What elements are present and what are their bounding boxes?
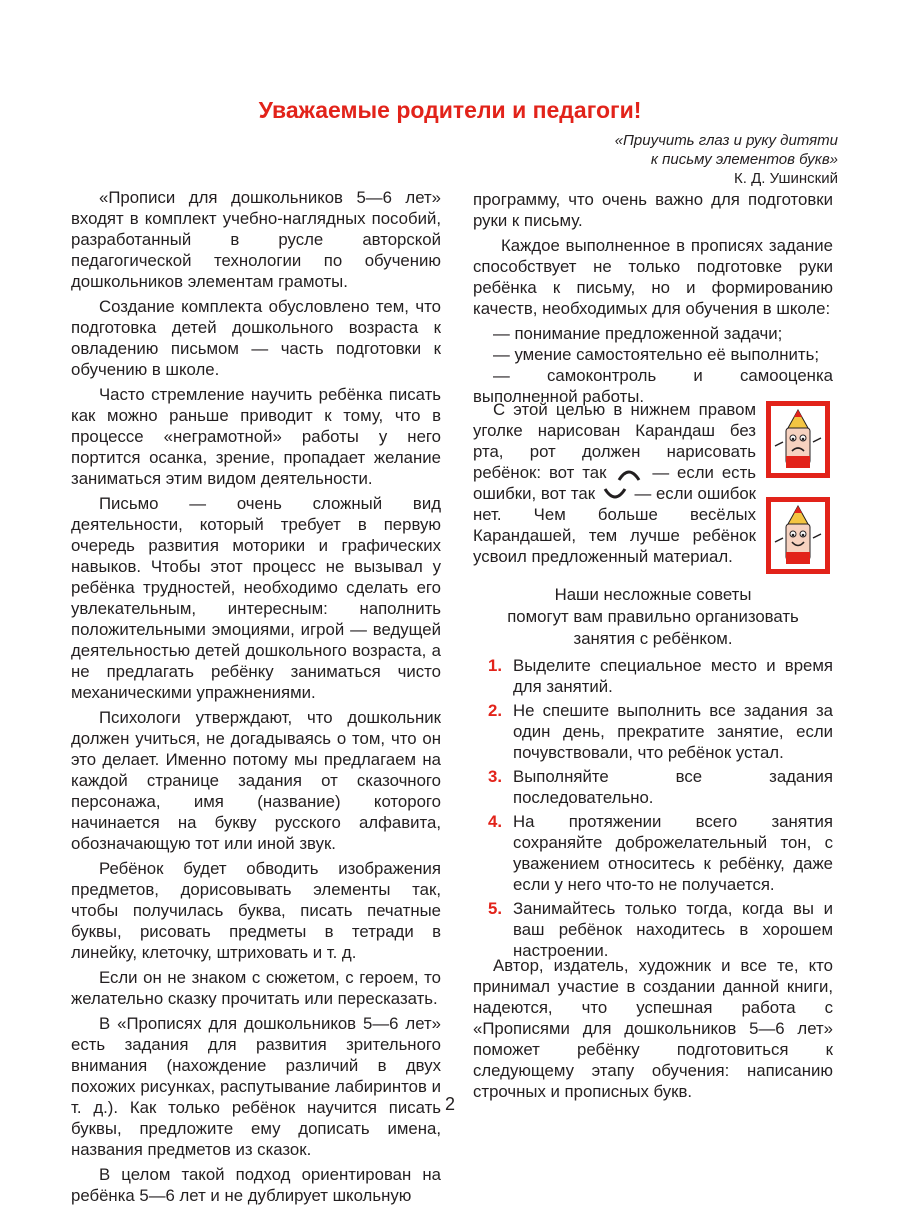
happy-pencil-icon [771,502,825,569]
page-title: Уважаемые родители и педагоги! [258,97,642,123]
aim-text-1: С этой целью в нижнем правом уголке нарисован Карандаш без рта, рот должен нарисовать ребёнок: вот так [473,400,756,482]
aim-text-3: — если ошибок нет. Чем больше весёлых Карандашей, тем лучше ребёнок усвоил предложенный материал. [473,484,757,566]
paragraph: Если он не знаком с сюжетом, с героем, то желательно сказку прочитать или пересказать. [71,968,441,1008]
paragraph: Психологи утверждают, что дошкольник должен учиться, не догадываясь о том, что он это делает. Именно потому мы предлагаем на каждой странице задания от сказочного персонажа, имя (название) которого начинается на букву русского алфавита, обозначающую тот или иной звук. [71,708,441,853]
advice-list [488,655,833,964]
paragraph: Автор, издатель, художник и все те, кто принимал участие в создании данной книги, надеются, что успешная работа с «Прописями для дошкольников 5—6 лет» поможет ребёнку подготовиться к следующему этапу обучения: написанию строчных и прописных букв. [473,956,833,1101]
paragraph: Письмо — очень сложный вид деятельности, который требует в первую очередь развития моторики и графических навыков. Чтобы этот процесс не вызывал у ребёнка трудностей, необходимо сделать его увлекательным, интересным: наполнить положительными эмоциями, игрой — ведущей деятельностью детей дошкольного возраста, а не предлагать ребёнку заниматься чисто механическими упражнениями. [71,494,441,702]
dash-item: — умение самостоятельно её выполнить; [493,345,820,364]
list-number: 1. [488,656,502,675]
happy-pencil-picture [766,497,830,574]
sad-pencil-icon [771,406,825,473]
advice-intro [473,584,833,650]
paragraph: Ребёнок будет обводить изображения предметов, дорисовывать элементы так, чтобы получилась буква, писать печатные буквы, рисовать предметы в тетради в линейку, клеточку, штриховать и т. д. [71,859,441,962]
advice-intro-line: Наши несложные советы [554,585,752,604]
advice-intro-line: помогут вам правильно организовать [507,607,799,626]
sad-pencil-picture [766,401,830,478]
list-number: 3. [488,767,502,786]
list-text: На протяжении всего занятия сохраняйте доброжелательный тон, с уважением относитесь к ребёнку, даже если у него что-то не получается. [513,812,833,894]
dash-item: — самоконтроль и самооценка выполненной работы. [473,366,833,406]
epigraph-quote-line-2: к письму элементов букв» [650,151,838,168]
list-number: 5. [488,899,502,918]
paragraph: Часто стремление научить ребёнка писать как можно раньше приводит к тому, что в процессе «неграмотной» работы у него портится осанка, зрение, пропадает желание заниматься этим видом деятельности. [71,385,441,488]
epigraph [615,131,838,188]
epigraph-author: К. Д. Ушинский [734,170,838,187]
list-number: 2. [488,701,502,720]
smile-mouth-icon [602,487,628,503]
closing-paragraph [473,955,833,1102]
list-item [488,766,833,808]
list-number: 4. [488,812,502,831]
list-item [488,700,833,763]
list-item [488,655,833,697]
list-item [488,898,833,961]
paragraph: Создание комплекта обусловлено тем, что подготовка детей дошкольного возраста к овладению письмом — часть подготовки к обучению в школе. [71,297,441,379]
list-item [488,811,833,895]
paragraph: Каждое выполненное в прописях задание способствует не только подготовке руки ребёнка к письму, но и формированию качеств, необходимых для обучения в школе: [473,236,833,318]
left-column [71,187,441,1210]
pencil-explanation [473,399,756,567]
page-number: 2 [444,1094,455,1114]
list-text: Выделите специальное место и время для занятий. [513,656,833,696]
paragraph: В целом такой подход ориентирован на ребёнка 5—6 лет и не дублирует школьную [71,1165,441,1205]
right-column-top [473,189,833,407]
paragraph: В «Прописях для дошкольников 5—6 лет» есть задания для развития зрительного внимания (нахождение различий в двух похожих рисунках, распутывание лабиринтов и т. д.). Как только ребёнок научится писать буквы, предложите ему дописать имена, названия предметов из сказок. [71,1014,441,1159]
advice-intro-line: занятия с ребёнком. [573,629,733,648]
list-text: Не спешите выполнить все задания за один день, прекратите занятие, если почувствовали, что ребёнок устал. [513,701,833,762]
list-text: Выполняйте все задания последовательно. [513,767,833,807]
dash-item: — понимание предложенной задачи; [493,324,783,343]
aim-text-2: — если есть ошибки, вот так [473,463,756,503]
frown-mouth-icon [616,466,642,482]
paragraph-continuation: программу, что очень важно для подготовки руки к письму. [473,190,833,230]
epigraph-quote-line-1: «Приучить глаз и руку дитяти [614,132,838,149]
paragraph: «Прописи для дошкольников 5—6 лет» входят в комплект учебно-наглядных пособий, разработанный в русле авторской педагогической технологии по обучению дошкольников элементам грамоты. [71,188,441,291]
list-text: Занимайтесь только тогда, когда вы и ваш ребёнок находитесь в хорошем настроении. [513,899,833,960]
